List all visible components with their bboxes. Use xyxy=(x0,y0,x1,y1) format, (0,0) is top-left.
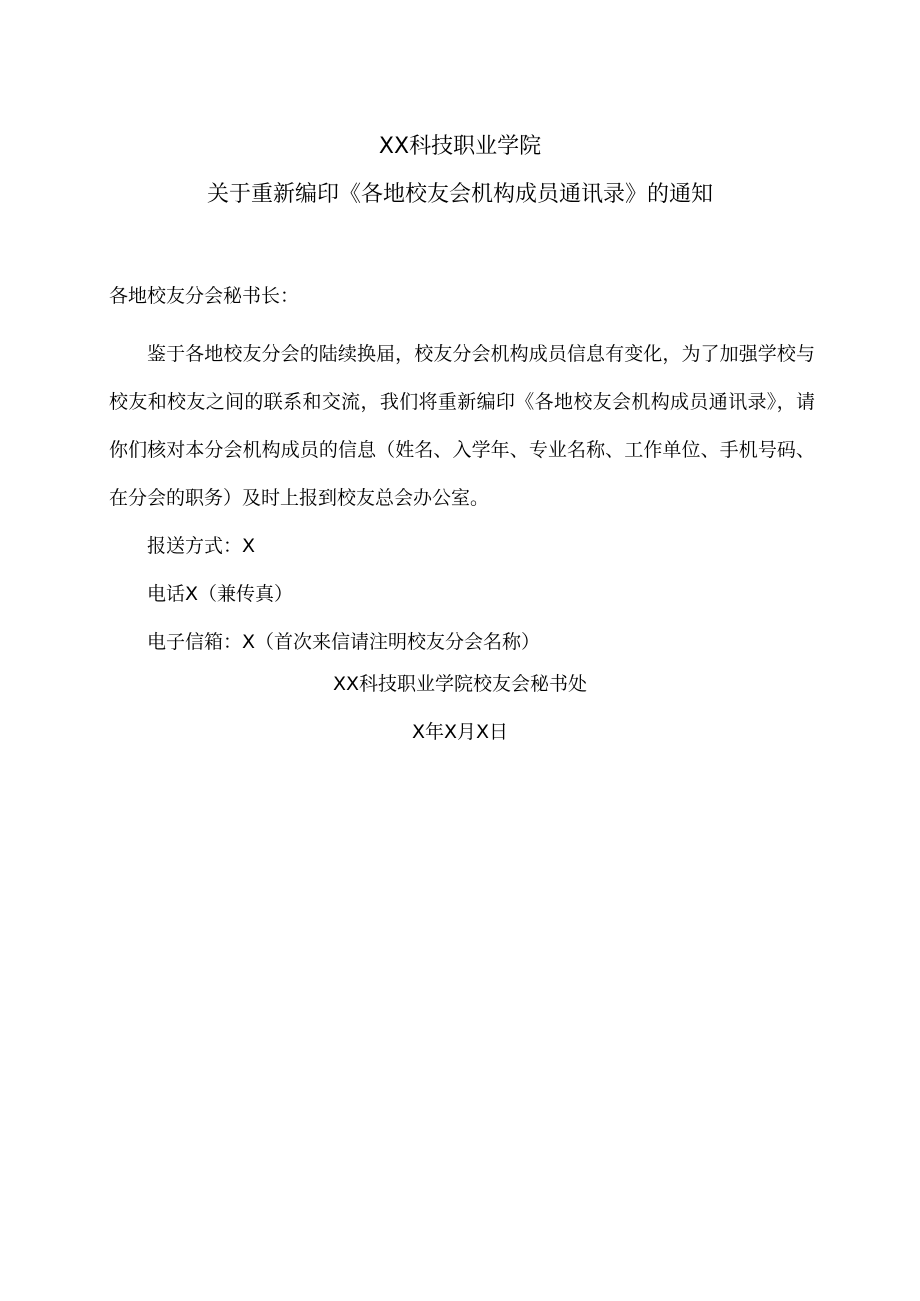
document-body xyxy=(109,282,815,666)
document-title-notice: 关于重新编印《各地校友会机构成员通讯录》的通知 xyxy=(206,182,713,207)
contact-phone: 电话X（兼传真） xyxy=(147,583,294,605)
salutation: 各地校友分会秘书长： xyxy=(109,285,300,307)
title-block xyxy=(0,132,920,210)
body-paragraph: 鉴于各地校友分会的陆续换届，校友分会机构成员信息有变化，为了加强学校与校友和校友之间的联系和交流，我们将重新编印《各地校友会机构成员通讯录》，请你们核对本分会机构成员的信息（姓名、入学年、专业名称、工作单位、手机号码、在分会的职务）及时上报到校友总会办公室。 xyxy=(109,343,815,509)
signature-organization: XX科技职业学院校友会秘书处 xyxy=(332,673,588,695)
signature-date: X年X月X日 xyxy=(411,721,509,743)
contact-method: 报送方式：X xyxy=(147,535,256,557)
document-title-institution: XX科技职业学院 xyxy=(378,134,542,159)
contact-email: 电子信箱：X（首次来信请注明校友分会名称） xyxy=(147,631,541,653)
